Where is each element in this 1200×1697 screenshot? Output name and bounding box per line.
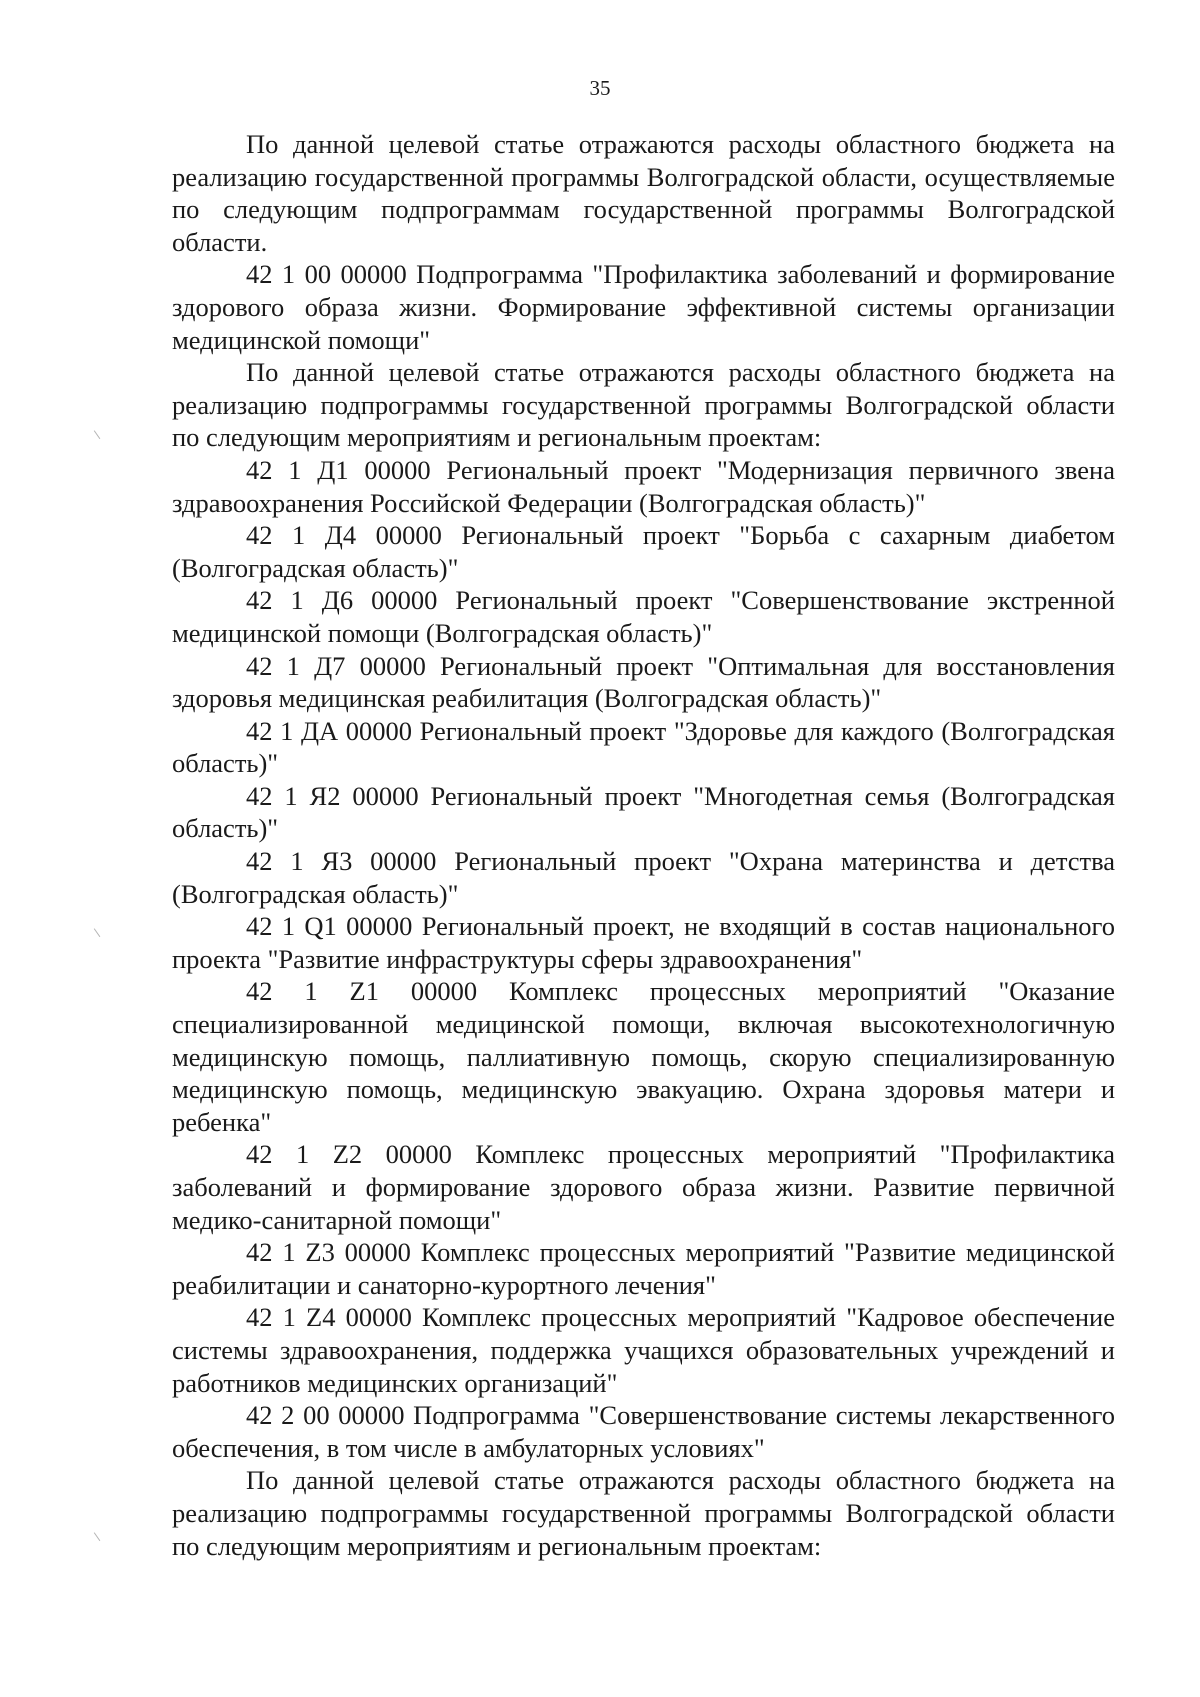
paragraph-complex-z1: 42 1 Z1 00000 Комплекс процессных мероприятий "Оказание специализированной медицинской помощи, включая высокотехнологичную медицинскую помощь, паллиативную помощь, скорую специализированную медицинскую помощь, медицинскую эвакуацию. Охрана здоровья матери и ребенка" [172,976,1115,1137]
paragraph-subprogram-42-2: 42 2 00 00000 Подпрограмма "Совершенствование системы лекарственного обеспечения, в том числе в амбулаторных условиях" [172,1400,1115,1463]
paragraph-complex-z2: 42 1 Z2 00000 Комплекс процессных мероприятий "Профилактика заболеваний и формирование здорового образа жизни. Развитие первичной медико-санитарной помощи" [172,1139,1115,1235]
paragraph-complex-z3: 42 1 Z3 00000 Комплекс процессных мероприятий "Развитие медицинской реабилитации и санаторно-курортного лечения" [172,1237,1115,1300]
paragraph-project-d7: 42 1 Д7 00000 Региональный проект "Оптимальная для восстановления здоровья медицинская реабилитация (Волгоградская область)" [172,650,1115,714]
page-number: 35 [589,76,611,100]
scan-speck [94,427,105,439]
paragraph-project-da: 42 1 ДА 00000 Региональный проект "Здоровье для каждого (Волгоградская область)" [172,715,1115,779]
paragraph-project-d1: 42 1 Д1 00000 Региональный проект "Модернизация первичного звена здравоохранения Российской Федерации (Волгоградская область)" [172,454,1115,518]
scan-speck [94,925,105,937]
paragraph-subprogram-42-1-description: По данной целевой статье отражаются расходы областного бюджета на реализацию подпрограммы государственной программы Волгоградской области по следующим мероприятиям и региональным проектам: [172,357,1115,453]
paragraph-project-ya2: 42 1 Я2 00000 Региональный проект "Многодетная семья (Волгоградская область)" [172,780,1115,844]
paragraph-project-q1: 42 1 Q1 00000 Региональный проект, не входящий в состав национального проекта "Развитие инфраструктуры сферы здравоохранения" [172,911,1115,974]
document-body [172,128,1115,1562]
paragraph-project-d4: 42 1 Д4 00000 Региональный проект "Борьба с сахарным диабетом (Волгоградская область)" [172,520,1115,583]
paragraph-intro: По данной целевой статье отражаются расходы областного бюджета на реализацию государственной программы Волгоградской области, осуществляемые по следующим подпрограммам государственной программы Волгоградской области. [172,129,1115,257]
paragraph-complex-z4: 42 1 Z4 00000 Комплекс процессных мероприятий "Кадровое обеспечение системы здравоохранения, поддержка учащихся образовательных учреждений и работников медицинских организаций" [172,1302,1115,1398]
paragraph-subprogram-42-2-description: По данной целевой статье отражаются расходы областного бюджета на реализацию подпрограммы государственной программы Волгоградской области по следующим мероприятиям и региональным проектам: [172,1465,1115,1561]
paragraph-project-ya3: 42 1 Я3 00000 Региональный проект "Охрана материнства и детства (Волгоградская область)" [172,846,1115,909]
paragraph-project-d6: 42 1 Д6 00000 Региональный проект "Совершенствование экстренной медицинской помощи (Волгоградская область)" [172,585,1115,648]
paragraph-subprogram-42-1: 42 1 00 00000 Подпрограмма "Профилактика заболеваний и формирование здорового образа жизни. Формирование эффективной системы организации медицинской помощи" [172,259,1115,355]
scan-speck [94,1529,105,1541]
